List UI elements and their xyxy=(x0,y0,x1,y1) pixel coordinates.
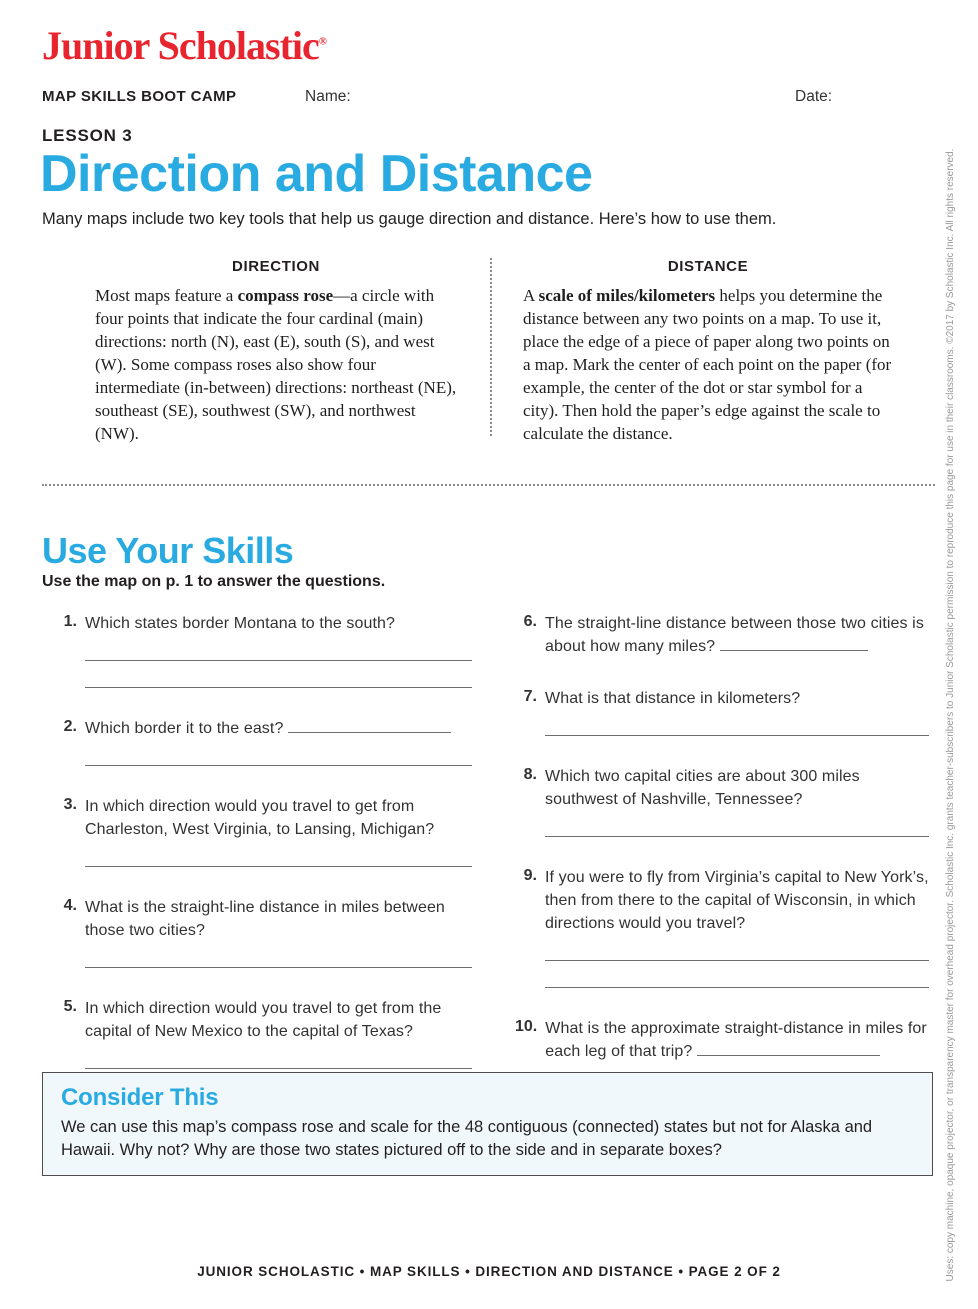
answer-line[interactable] xyxy=(85,850,472,867)
answer-line[interactable] xyxy=(545,719,929,736)
question-text: Which states border Montana to the south? xyxy=(85,615,396,632)
lesson-number: LESSON 3 xyxy=(42,126,133,145)
registered-mark: ® xyxy=(318,35,327,48)
skills-heading: Use Your Skills xyxy=(42,530,294,571)
date-field-label[interactable]: Date: xyxy=(795,88,833,105)
distance-lead: A xyxy=(523,286,539,305)
direction-rest: —a circle with four points that indicate the four cardinal (main) directions: north (N), east (E), south (S), and west (W). Some compass roses also show four intermediate (in-between) directions: northeast (NE), southeast (SE), southwest (SW), and northwest (NW). xyxy=(95,286,457,443)
name-field-label[interactable]: Name: xyxy=(305,88,351,105)
question-number: 2. xyxy=(63,718,77,735)
question-text: In which direction would you travel to get from the capital of New Mexico to the capital of Texas? xyxy=(85,1000,442,1040)
direction-column xyxy=(95,258,457,445)
consider-this-box xyxy=(42,1072,933,1176)
question-1 xyxy=(55,612,480,688)
question-3 xyxy=(55,795,480,867)
junior-scholastic-logo xyxy=(42,22,327,69)
question-text: What is that distance in kilometers? xyxy=(545,690,801,707)
question-number: 10. xyxy=(515,1018,538,1035)
questions-section xyxy=(42,612,935,1098)
answer-blank-inline[interactable] xyxy=(720,638,868,651)
question-5 xyxy=(55,997,480,1069)
question-number: 1. xyxy=(63,613,77,630)
intro-text: Many maps include two key tools that help us gauge direction and distance. Here’s how to use them. xyxy=(42,210,777,228)
direction-term: compass rose xyxy=(237,286,334,305)
answer-blank-inline[interactable] xyxy=(288,720,451,733)
direction-heading: DIRECTION xyxy=(232,258,320,275)
distance-term: scale of miles/kilometers xyxy=(538,286,716,305)
answer-line[interactable] xyxy=(545,944,929,961)
direction-lead: Most maps feature a xyxy=(95,286,238,305)
question-10 xyxy=(515,1017,935,1063)
info-columns xyxy=(42,258,935,445)
answer-line[interactable] xyxy=(85,661,472,688)
distance-paragraph xyxy=(523,284,893,445)
question-text: What is the approximate straight-distance in miles for each leg of that trip? xyxy=(545,1020,927,1060)
page-footer: JUNIOR SCHOLASTIC • MAP SKILLS • DIRECTION AND DISTANCE • PAGE 2 OF 2 xyxy=(197,1264,781,1279)
column-divider xyxy=(490,258,492,436)
series-kicker: MAP SKILLS BOOT CAMP xyxy=(42,88,237,105)
distance-column xyxy=(523,258,893,445)
question-text: Which border it to the east? xyxy=(85,720,284,737)
answer-line[interactable] xyxy=(85,749,472,766)
question-8 xyxy=(515,765,935,837)
answer-line[interactable] xyxy=(545,961,929,988)
question-text: Which two capital cities are about 300 miles southwest of Nashville, Tennessee? xyxy=(545,768,860,808)
section-divider xyxy=(42,484,935,486)
question-9 xyxy=(515,866,935,988)
answer-line[interactable] xyxy=(85,1052,472,1069)
questions-left-column xyxy=(55,612,480,1098)
distance-heading: DISTANCE xyxy=(667,258,749,275)
direction-paragraph xyxy=(95,284,457,445)
question-number: 3. xyxy=(63,796,77,813)
answer-line[interactable] xyxy=(545,820,929,837)
consider-this-heading: Consider This xyxy=(61,1084,219,1111)
question-text: If you were to fly from Virginia’s capital to New York’s, then from there to the capital of Wisconsin, in which directions would you travel? xyxy=(545,869,929,932)
answer-line[interactable] xyxy=(85,951,472,968)
logo-text: Junior Scholastic xyxy=(42,23,319,68)
question-2 xyxy=(55,717,480,766)
question-number: 6. xyxy=(523,613,537,630)
copyright-sidebar: Uses: copy machine, opaque projector, or transparency master for overhead projector. Scholastic Inc. grants teacher-subscribers to Junior Scholastic permission to reproduce this page for use in their classrooms. ©2017 by Scholastic Inc. All rights reserved. xyxy=(945,148,956,1282)
question-text: What is the straight-line distance in miles between those two cities? xyxy=(85,899,445,939)
question-6 xyxy=(515,612,935,658)
question-number: 7. xyxy=(523,688,537,705)
questions-right-column xyxy=(515,612,935,1098)
distance-rest: helps you determine the distance between any two points on a map. To use it, place the edge of a piece of paper along two points on a map. Mark the center of each point on the paper (for example, the center of the dot or star symbol for a city). Then hold the paper’s edge against the scale to calculate the distance. xyxy=(523,286,892,443)
question-text: In which direction would you travel to get from Charleston, West Virginia, to Lansing, Michigan? xyxy=(85,798,435,838)
question-number: 8. xyxy=(523,766,537,783)
question-number: 9. xyxy=(523,867,537,884)
question-number: 5. xyxy=(63,998,77,1015)
answer-blank-inline[interactable] xyxy=(697,1043,880,1056)
answer-line[interactable] xyxy=(85,644,472,661)
question-number: 4. xyxy=(63,897,77,914)
question-text: The straight-line distance between those two cities is about how many miles? xyxy=(545,615,924,655)
consider-this-body: We can use this map’s compass rose and scale for the 48 contiguous (connected) states but not for Alaska and Hawaii. Why not? Why are those two states pictured off to the side and in separate boxes? xyxy=(61,1118,873,1159)
page-title: Direction and Distance xyxy=(40,145,593,203)
skills-instructions: Use the map on p. 1 to answer the questions. xyxy=(42,573,386,590)
question-4 xyxy=(55,896,480,968)
question-7 xyxy=(515,687,935,736)
